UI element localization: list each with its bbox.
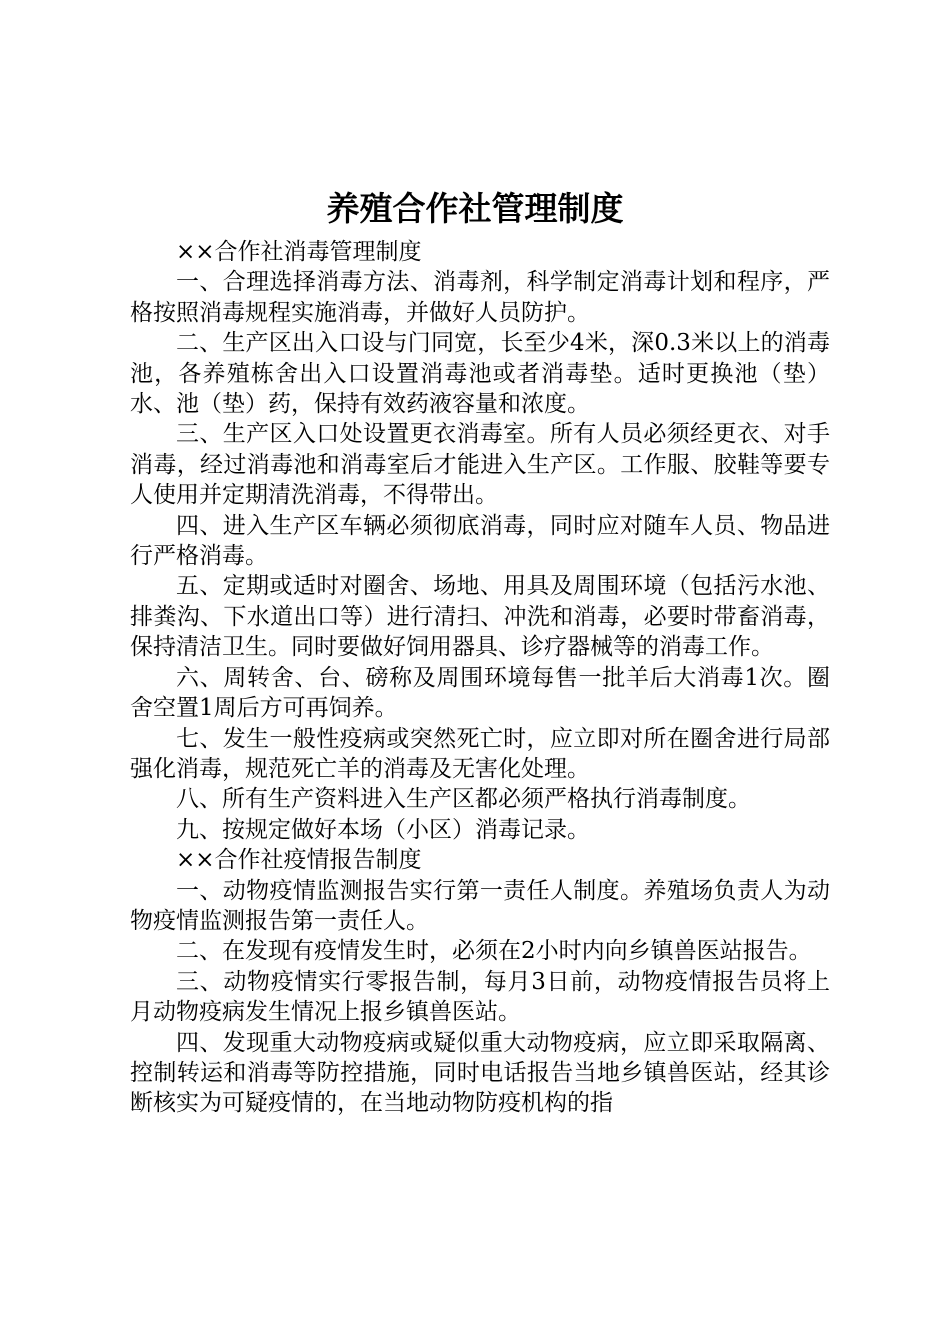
section-heading: ××合作社疫情报告制度	[176, 847, 422, 874]
paragraph: 二、在发现有疫情发生时，必须在2小时内向乡镇兽医站报告。	[176, 938, 812, 965]
section-heading: ××合作社消毒管理制度	[176, 239, 422, 265]
document-title: 养殖合作社管理制度	[326, 189, 624, 228]
document-body	[130, 237, 830, 1119]
paragraph: 六、周转舍、台、磅称及周围环境每售一批羊后大消毒1次。圈舍空置1周后方可再饲养。	[130, 664, 830, 722]
paragraph: 三、生产区入口处设置更衣消毒室。所有人员必须经更衣、对手消毒，经过消毒池和消毒室后才能进入生产区。工作服、胶鞋等要专人使用并定期清洗消毒，不得带出。	[130, 421, 830, 509]
paragraph: 九、按规定做好本场（小区）消毒记录。	[176, 816, 590, 843]
paragraph: 一、动物疫情监测报告实行第一责任人制度。养殖场负责人为动物疫情监测报告第一责任人。	[130, 877, 830, 934]
paragraph: 四、发现重大动物疫病或疑似重大动物疫病，应立即采取隔离、控制转运和消毒等防控措施，同时电话报告当地乡镇兽医站，经其诊断核实为可疑疫情的，在当地动物防疫机构的指	[130, 1029, 830, 1117]
paragraph: 四、进入生产区车辆必须彻底消毒，同时应对随车人员、物品进行严格消毒。	[130, 512, 830, 570]
paragraph: 五、定期或适时对圈舍、场地、用具及周围环境（包括污水池、排粪沟、下水道出口等）进行清扫、冲洗和消毒，必要时带畜消毒，保持清洁卫生。同时要做好饲用器具、诊疗器械等的消毒工作。	[130, 573, 830, 661]
paragraph: 一、合理选择消毒方法、消毒剂，科学制定消毒计划和程序，严格按照消毒规程实施消毒，并做好人员防护。	[130, 269, 830, 326]
paragraph: 七、发生一般性疫病或突然死亡时，应立即对所在圈舍进行局部强化消毒，规范死亡羊的消毒及无害化处理。	[130, 725, 830, 782]
paragraph: 二、生产区出入口设与门同宽，长至少4米，深0.3米以上的消毒池，各养殖栋舍出入口设置消毒池或者消毒垫。适时更换池（垫）水、池（垫）药，保持有效药液容量和浓度。	[130, 330, 830, 418]
paragraph: 八、所有生产资料进入生产区都必须严格执行消毒制度。	[176, 786, 751, 813]
paragraph: 三、动物疫情实行零报告制，每月3日前，动物疫情报告员将上月动物疫病发生情况上报乡镇兽医站。	[130, 968, 830, 1026]
